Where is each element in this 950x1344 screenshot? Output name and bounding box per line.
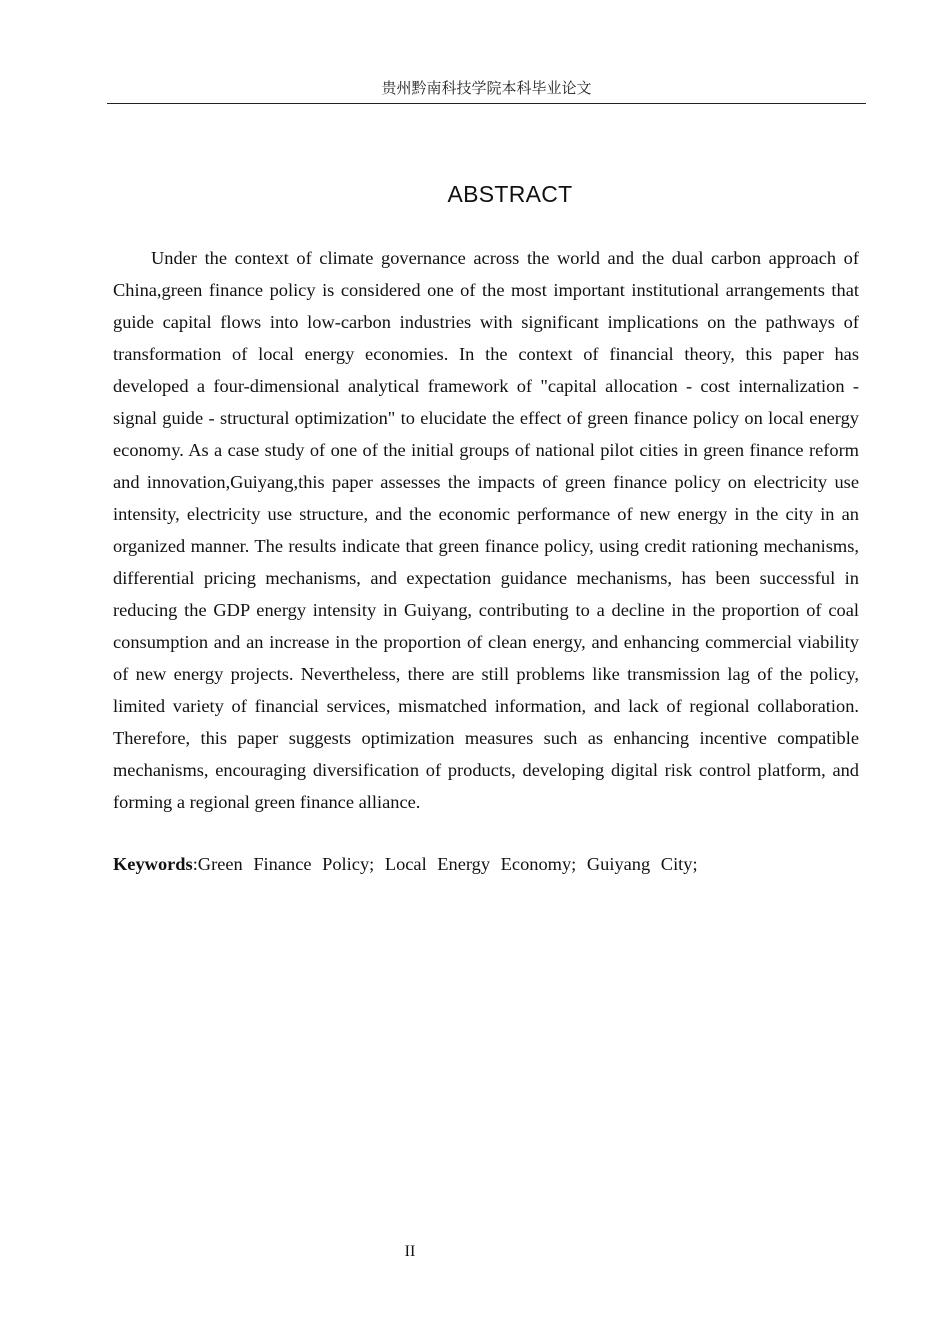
keywords-label: Keywords	[113, 854, 193, 874]
abstract-body: Under the context of climate governance across the world and the dual carbon approach of China,green finance policy is considered one of the most important institutional arrangements that guide capital flows into low-carbon industries with significant implications on the pathways of transformation of local energy economies. In the context of financial theory, this paper has developed a four-dimensional analytical framework of "capital allocation - cost internalization - signal guide - structural optimization" to elucidate the effect of green finance policy on local energy economy. As a case study of one of the initial groups of national pilot cities in green finance reform and innovation,Guiyang,this paper assesses the impacts of green finance policy on electricity use intensity, electricity use structure, and the economic performance of new energy in the city in an organized manner. The results indicate that green finance policy, using credit rationing mechanisms, differential pricing mechanisms, and expectation guidance mechanisms, has been successful in reducing the GDP energy intensity in Guiyang, contributing to a decline in the proportion of coal consumption and an increase in the proportion of clean energy, and enhancing commercial viability of new energy projects. Nevertheless, there are still problems like transmission lag of the policy, limited variety of financial services, mismatched information, and lack of regional collaboration. Therefore, this paper suggests optimization measures such as enhancing incentive compatible mechanisms, encouraging diversification of products, developing digital risk control platform, and forming a regional green finance alliance.	[113, 248, 859, 812]
page-number: II	[404, 1243, 416, 1260]
abstract-heading: ABSTRACT	[447, 181, 573, 207]
running-header	[107, 78, 866, 104]
keywords-text: :Green Finance Policy; Local Energy Economy; Guiyang City;	[192, 854, 698, 874]
running-header-title: 贵州黔南科技学院本科毕业论文	[381, 79, 592, 97]
keywords-line	[113, 848, 859, 880]
